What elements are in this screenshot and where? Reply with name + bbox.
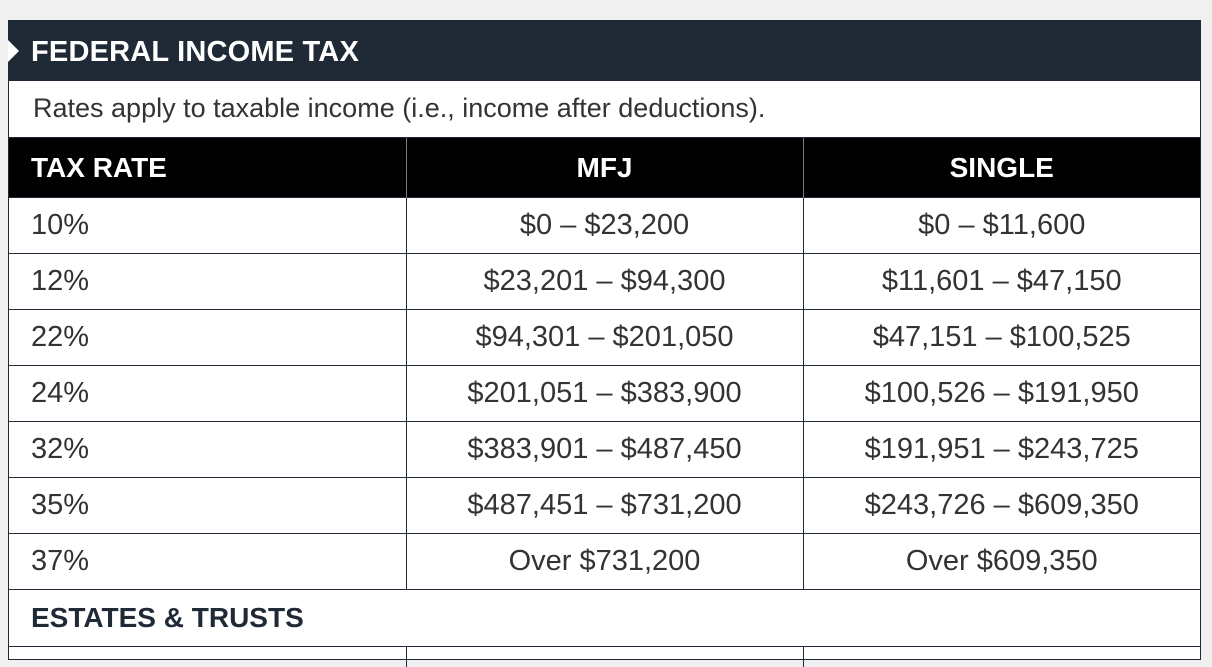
federal-income-tax-card (8, 20, 1201, 660)
rate-cell: 22% (9, 310, 406, 366)
column-divider (406, 647, 407, 667)
single-cell: $47,151 – $100,525 (803, 310, 1200, 366)
rate-cell: 12% (9, 254, 406, 310)
tax-rate-table (9, 138, 1200, 589)
estates-trusts-heading: ESTATES & TRUSTS (9, 589, 1200, 647)
header-mfj: MFJ (406, 138, 803, 198)
table-row (9, 310, 1200, 366)
arrow-right-icon (8, 40, 19, 62)
single-cell: $100,526 – $191,950 (803, 366, 1200, 422)
mfj-cell: $23,201 – $94,300 (406, 254, 803, 310)
mfj-cell: $94,301 – $201,050 (406, 310, 803, 366)
single-cell: Over $609,350 (803, 534, 1200, 590)
rate-cell: 24% (9, 366, 406, 422)
mfj-cell: Over $731,200 (406, 534, 803, 590)
rate-cell: 10% (9, 198, 406, 254)
header-tax-rate: TAX RATE (9, 138, 406, 198)
single-cell: $243,726 – $609,350 (803, 478, 1200, 534)
single-cell: $11,601 – $47,150 (803, 254, 1200, 310)
table-row (9, 422, 1200, 478)
rate-cell: 37% (9, 534, 406, 590)
rate-cell: 35% (9, 478, 406, 534)
section-title: FEDERAL INCOME TAX (31, 36, 359, 68)
column-divider (803, 647, 804, 667)
table-row (9, 366, 1200, 422)
table-row (9, 534, 1200, 590)
section-title-bar (9, 21, 1200, 81)
single-cell: $0 – $11,600 (803, 198, 1200, 254)
rates-note: Rates apply to taxable income (i.e., income after deductions). (9, 81, 1200, 138)
table-row (9, 254, 1200, 310)
header-single: SINGLE (803, 138, 1200, 198)
mfj-cell: $201,051 – $383,900 (406, 366, 803, 422)
table-header-row (9, 138, 1200, 198)
mfj-cell: $0 – $23,200 (406, 198, 803, 254)
table-row (9, 198, 1200, 254)
mfj-cell: $487,451 – $731,200 (406, 478, 803, 534)
rate-cell: 32% (9, 422, 406, 478)
single-cell: $191,951 – $243,725 (803, 422, 1200, 478)
table-row (9, 478, 1200, 534)
mfj-cell: $383,901 – $487,450 (406, 422, 803, 478)
